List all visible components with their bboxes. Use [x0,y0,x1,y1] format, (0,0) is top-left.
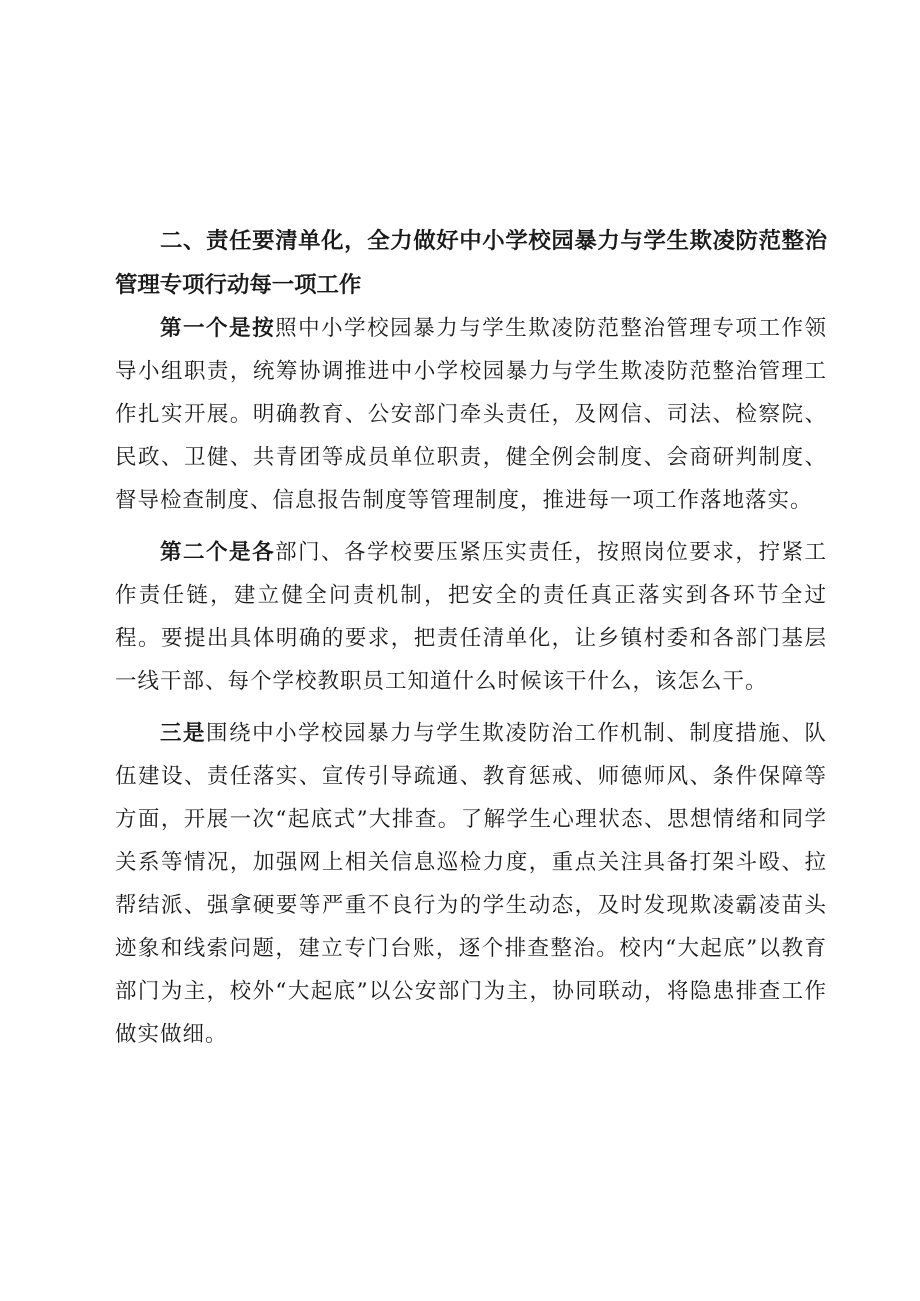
section-heading: 二、责任要清单化，全力做好中小学校园暴力与学生欺凌防范整治管理专项行动每一项工作 [115,228,827,298]
paragraph-1-lead: 第一个是按 [160,316,276,341]
paragraph-2-lead: 第二个是各 [160,540,276,565]
paragraph-3-body: 围绕中小学校园暴力与学生欺凌防治工作机制、制度措施、队伍建设、责任落实、宣传引导疏通、教育惩戒、师德师风、条件保障等方面，开展一次“起底式”大排查。了解学生心理状态、思想情绪和同学关系等情况，加强网上相关信息巡检力度，重点关注具备打架斗殴、拉帮结派、强拿硬要等严重不良行为的学生动态，及时发现欺凌霸凌苗头迹象和线索问题，建立专门台账，逐个排查整治。校内“大起底”以教育部门为主，校外“大起底”以公安部门为主，协同联动，将隐患排查工作做实做细。 [115,721,827,1047]
paragraph-3 [115,712,827,1056]
document-page [115,219,827,1056]
paragraph-gap [115,703,827,712]
paragraph-3-lead: 三是 [160,721,207,746]
paragraph-1 [115,307,827,522]
paragraph-2-body: 部门、各学校要压紧压实责任，按照岗位要求，拧紧工作责任链，建立健全问责机制，把安全的责任真正落实到各环节全过程。要提出具体明确的要求，把责任清单化，让乡镇村委和各部门基层一线干部、每个学校教职员工知道什么时候该干什么，该怎么干。 [115,540,827,694]
paragraph-1-body: 照中小学校园暴力与学生欺凌防范整治管理专项工作领导小组职责，统筹协调推进中小学校园暴力与学生欺凌防范整治管理工作扎实开展。明确教育、公安部门牵头责任，及网信、司法、检察院、民政、卫健、共青团等成员单位职责，健全例会制度、会商研判制度、督导检查制度、信息报告制度等管理制度，推进每一项工作落地落实。 [115,316,827,513]
paragraph-2 [115,531,827,703]
paragraph-gap [115,522,827,531]
